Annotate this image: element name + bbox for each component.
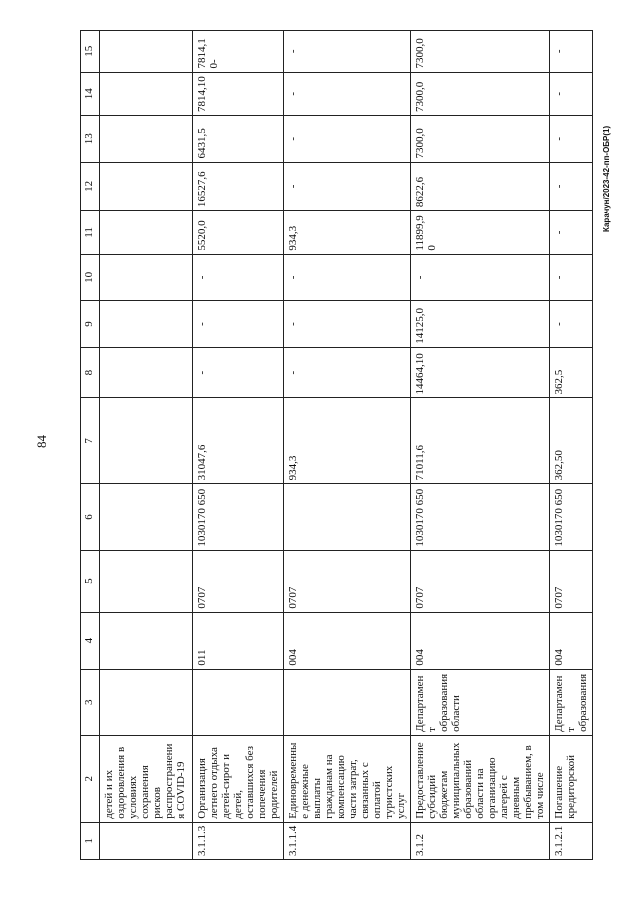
header-cell: 6 [81, 484, 100, 550]
header-cell: 1 [81, 822, 100, 859]
row-section: 0707 [284, 550, 411, 612]
header-cell: 8 [81, 347, 100, 398]
table-row [193, 31, 284, 860]
row-executor [284, 669, 411, 735]
budget-table [80, 30, 593, 860]
row-section: 0707 [193, 550, 284, 612]
row-name: детей и их оздоровления в условиях сохранения рисков распространения COVID-19 [100, 735, 193, 822]
table-row [550, 31, 593, 860]
row-value [100, 347, 193, 398]
row-total [100, 398, 193, 484]
document-code: Карачун/2023-42-пп-ОБР(1) [602, 125, 611, 232]
row-total: 71011,6 [411, 398, 550, 484]
row-value: - [193, 254, 284, 301]
row-total: 934,3 [284, 398, 411, 484]
row-value: 7300,0 [411, 31, 550, 73]
row-number [100, 822, 193, 859]
row-value [100, 115, 193, 162]
row-name: Единовременные денежные выплаты гражданам на компенсацию части затрат, связанных с оплатой туристских услуг [284, 735, 411, 822]
row-target: 1030170 650 [193, 484, 284, 550]
row-value: - [550, 301, 593, 348]
header-cell: 11 [81, 211, 100, 254]
row-number: 3.1.1.4 [284, 822, 411, 859]
row-executor [100, 669, 193, 735]
header-cell: 7 [81, 398, 100, 484]
row-code: 004 [550, 612, 593, 669]
row-value: 7814,10 [193, 72, 284, 115]
row-value: - [284, 347, 411, 398]
row-value: 7300,0 [411, 72, 550, 115]
header-cell: 12 [81, 162, 100, 211]
row-section [100, 550, 193, 612]
row-value: - [550, 162, 593, 211]
row-value: 14125,0 [411, 301, 550, 348]
row-target: 1030170 650 [411, 484, 550, 550]
table-row [411, 31, 550, 860]
row-value: - [284, 301, 411, 348]
row-code: 011 [193, 612, 284, 669]
table-row [284, 31, 411, 860]
row-name: Организация летнего отдыха детей-сирот и детей, оставшихся без попечения родителей [193, 735, 284, 822]
header-cell: 3 [81, 669, 100, 735]
header-cell: 15 [81, 31, 100, 73]
page-number: 84 [34, 435, 49, 448]
row-value [100, 72, 193, 115]
row-total: 31047,6 [193, 398, 284, 484]
row-name: Предоставление субсидий бюджетам муниципальных образований области на организацию лагерей с дневным пребыванием, в том числе [411, 735, 550, 822]
row-value: 7300,0 [411, 115, 550, 162]
row-value: - [284, 115, 411, 162]
row-value: - [284, 31, 411, 73]
row-executor: Департамент образования области [411, 669, 550, 735]
row-value: - [550, 211, 593, 254]
row-number: 3.1.2.1 [550, 822, 593, 859]
row-value [100, 211, 193, 254]
row-value: 11899,90 [411, 211, 550, 254]
row-value: - [550, 115, 593, 162]
row-section: 0707 [550, 550, 593, 612]
row-number: 3.1.1.3 [193, 822, 284, 859]
header-cell: 4 [81, 612, 100, 669]
row-target [284, 484, 411, 550]
row-value: - [284, 72, 411, 115]
row-value: 934,3 [284, 211, 411, 254]
header-cell: 14 [81, 72, 100, 115]
row-value: - [193, 301, 284, 348]
row-number: 3.1.2 [411, 822, 550, 859]
header-cell: 2 [81, 735, 100, 822]
row-value [100, 254, 193, 301]
row-section: 0707 [411, 550, 550, 612]
row-total: 362,50 [550, 398, 593, 484]
row-value: - [284, 162, 411, 211]
row-value: - [550, 72, 593, 115]
row-name: Погашение кредиторской [550, 735, 593, 822]
row-code: 004 [411, 612, 550, 669]
row-executor [193, 669, 284, 735]
row-value: 14464,10 [411, 347, 550, 398]
row-code [100, 612, 193, 669]
row-executor: Департамент образования [550, 669, 593, 735]
row-value: 16527,6 [193, 162, 284, 211]
row-value: 6431,5 [193, 115, 284, 162]
row-target [100, 484, 193, 550]
row-code: 004 [284, 612, 411, 669]
row-value [100, 31, 193, 73]
row-value: - [284, 254, 411, 301]
header-row [81, 31, 100, 860]
row-value [100, 301, 193, 348]
row-value: 7814,10- [193, 31, 284, 73]
row-value: 5520,0 [193, 211, 284, 254]
table-row [100, 31, 193, 860]
header-cell: 13 [81, 115, 100, 162]
row-value: 362,5 [550, 347, 593, 398]
row-value: - [550, 31, 593, 73]
row-value [100, 162, 193, 211]
row-value: - [411, 254, 550, 301]
header-cell: 9 [81, 301, 100, 348]
row-value: - [550, 254, 593, 301]
header-cell: 5 [81, 550, 100, 612]
row-value: - [193, 347, 284, 398]
row-target: 1030170 650 [550, 484, 593, 550]
header-cell: 10 [81, 254, 100, 301]
row-value: 8622,6 [411, 162, 550, 211]
